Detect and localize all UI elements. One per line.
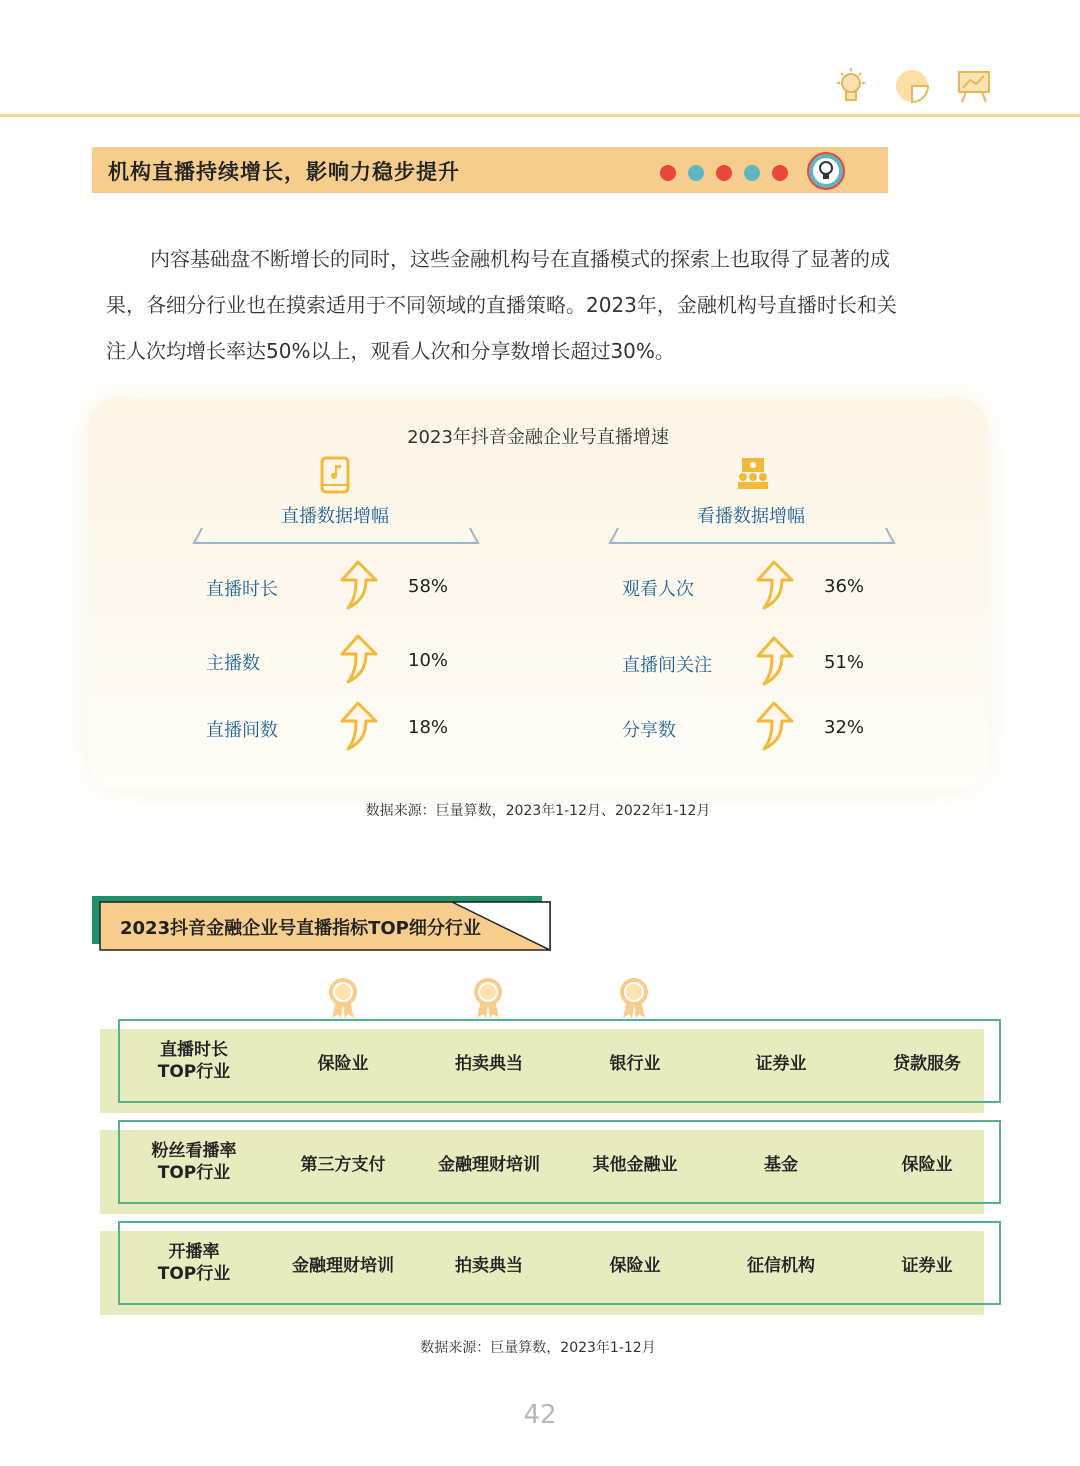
table-cell: 证券业 [901, 1255, 953, 1276]
metric-label: 直播间数 [206, 720, 278, 741]
phone-music-icon [320, 456, 350, 494]
table-cell: 保险业 [317, 1053, 369, 1074]
row-head-line: 直播时长 [160, 1040, 228, 1060]
metric-label: 主播数 [206, 653, 260, 674]
row-head [118, 1241, 270, 1285]
metric-value: 58% [408, 576, 449, 597]
dot-red [660, 165, 676, 181]
table-row [118, 1221, 1001, 1305]
metric-value: 10% [408, 650, 449, 671]
lightbulb-badge-icon [806, 151, 846, 191]
paragraph-line: 注人次均增长率达50%以上，观看人次和分享数增长超过30%。 [106, 339, 675, 363]
table-cell: 征信机构 [747, 1255, 815, 1276]
up-arrow-icon [336, 634, 380, 684]
row-head [118, 1140, 270, 1184]
metric-value: 36% [824, 576, 865, 597]
header-icons [834, 66, 992, 106]
up-arrow-icon [752, 560, 796, 610]
dot-teal [688, 165, 704, 181]
medal-icon [327, 976, 359, 1020]
table-row [118, 1120, 1001, 1204]
group-underline [608, 526, 896, 546]
page-number: 42 [523, 1400, 557, 1430]
metric-value: 18% [408, 717, 449, 738]
lightbulb-icon [834, 66, 868, 106]
table-cell: 金融理财培训 [292, 1255, 394, 1276]
table-cell: 基金 [764, 1154, 798, 1175]
table-cell: 拍卖典当 [455, 1053, 523, 1074]
section-title: 机构直播持续增长，影响力稳步提升 [108, 160, 460, 184]
header-divider [0, 114, 1080, 117]
table-cell: 保险业 [901, 1154, 953, 1175]
table-cell: 其他金融业 [592, 1154, 678, 1175]
pie-chart-icon [894, 68, 930, 104]
up-arrow-icon [336, 560, 380, 610]
up-arrow-icon [752, 636, 796, 686]
group-head-watch: 看播数据增幅 [697, 506, 805, 527]
table-banner [92, 896, 552, 952]
row-head-line: TOP行业 [157, 1163, 231, 1183]
row-head-line: 粉丝看播率 [151, 1141, 237, 1161]
paragraph-line: 果，各细分行业也在摸索适用于不同领域的直播策略。2023年，金融机构号直播时长和关 [106, 293, 897, 317]
metric-label: 观看人次 [622, 579, 694, 600]
section-banner [92, 147, 882, 193]
paragraph-line: 内容基础盘不断增长的同时，这些金融机构号在直播模式的探索上也取得了显著的成 [150, 247, 890, 271]
table-cell: 拍卖典当 [455, 1255, 523, 1276]
table-cell: 贷款服务 [893, 1053, 961, 1074]
row-head [118, 1039, 270, 1083]
table-cell: 金融理财培训 [438, 1154, 540, 1175]
chart-source: 数据来源：巨量算数，2023年1-12月、2022年1-12月 [365, 803, 711, 819]
table-cell: 保险业 [609, 1255, 661, 1276]
chart-title: 2023年抖音金融企业号直播增速 [407, 427, 669, 448]
dot-red [772, 165, 788, 181]
audience-icon [736, 456, 770, 490]
table-title: 2023抖音金融企业号直播指标TOP细分行业 [120, 918, 481, 939]
presentation-board-icon [956, 68, 992, 104]
metric-label: 直播间关注 [622, 655, 712, 676]
metric-label: 分享数 [622, 720, 676, 741]
row-head-line: TOP行业 [157, 1062, 231, 1082]
intro-paragraph [106, 236, 976, 374]
decorative-dots [660, 165, 788, 181]
metric-label: 直播时长 [206, 579, 278, 600]
table-cell: 第三方支付 [300, 1154, 386, 1175]
row-head-line: TOP行业 [157, 1264, 231, 1284]
dot-red [716, 165, 732, 181]
group-underline [192, 526, 480, 546]
table-cell: 证券业 [755, 1053, 807, 1074]
table-row [118, 1019, 1001, 1103]
decorative-bars [872, 147, 890, 193]
table-cell: 银行业 [609, 1053, 661, 1074]
medal-icon [618, 976, 650, 1020]
table-source: 数据来源：巨量算数，2023年1-12月 [420, 1340, 656, 1356]
dot-teal [744, 165, 760, 181]
medal-icon [472, 976, 504, 1020]
up-arrow-icon [752, 701, 796, 751]
metric-value: 51% [824, 652, 865, 673]
metric-value: 32% [824, 717, 865, 738]
row-head-line: 开播率 [168, 1242, 220, 1262]
up-arrow-icon [336, 701, 380, 751]
group-head-live: 直播数据增幅 [281, 506, 389, 527]
